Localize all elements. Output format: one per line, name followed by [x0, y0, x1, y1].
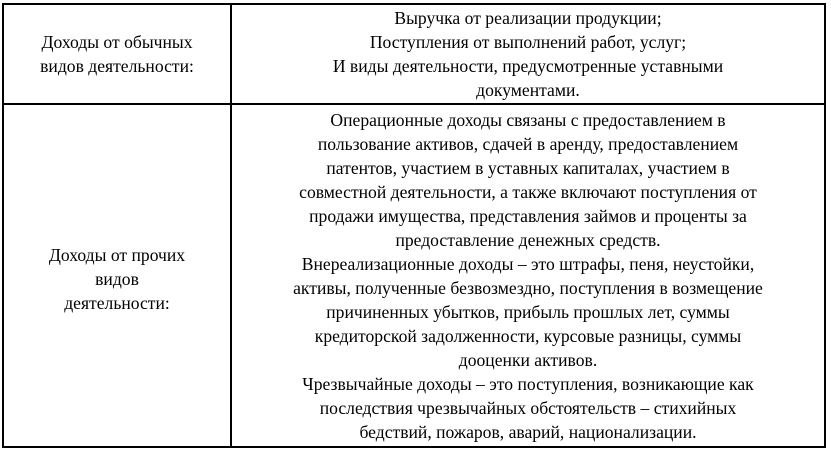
content-line: кредиторской задолженности, курсовые разницы, суммы	[314, 325, 742, 346]
content-line: пользование активов, сдачей в аренду, предоставлением	[317, 133, 739, 154]
label-block	[8, 105, 226, 315]
content-line: документами.	[476, 80, 580, 100]
label-line: деятельности:	[64, 293, 170, 313]
label-line: Доходы от обычных	[41, 32, 193, 52]
row-label-ordinary	[3, 4, 231, 104]
content-line: И виды деятельности, предусмотренные уставными	[332, 56, 724, 76]
content-line: Чрезвычайные доходы – это поступления, возникающие как	[302, 373, 754, 394]
row-label-other	[3, 104, 231, 447]
content-line: Внереализационные доходы – это штрафы, пеня, неустойки,	[301, 253, 755, 274]
income-types-table	[2, 3, 826, 448]
content-line: Поступления от выполнений работ, услуг;	[369, 32, 687, 52]
content-line: Операционные доходы связаны с предоставлением в	[330, 109, 726, 130]
content-line: предоставление денежных средств.	[395, 229, 661, 250]
row-content-other	[231, 104, 825, 447]
content-line: бедствий, пожаров, аварий, национализации.	[359, 421, 697, 442]
table-row-ordinary-income	[3, 4, 825, 104]
content-line: дооценки активов.	[458, 349, 598, 370]
content-line: активы, полученные безвозмездно, поступления в возмещение	[293, 277, 763, 298]
content-line: совместной деятельности, а также включают поступления от	[299, 181, 757, 202]
row-content-ordinary	[231, 4, 825, 104]
content-line: Выручка от реализации продукции;	[394, 8, 662, 28]
clipped-caption-fragment	[280, 0, 560, 2]
content-line: патентов, участием в уставных капиталах, участием в	[326, 157, 730, 178]
content-line: продажи имущества, представления займов и проценты за	[309, 205, 747, 226]
table-row-other-income	[3, 104, 825, 447]
content-line: причиненных убытков, прибыль прошлых лет, суммы	[326, 301, 730, 322]
content-line: последствия чрезвычайных обстоятельств – стихийных	[319, 397, 737, 418]
label-line: Доходы от прочих	[48, 245, 186, 265]
label-line: видов	[95, 269, 139, 289]
label-line: видов деятельности:	[40, 56, 194, 76]
